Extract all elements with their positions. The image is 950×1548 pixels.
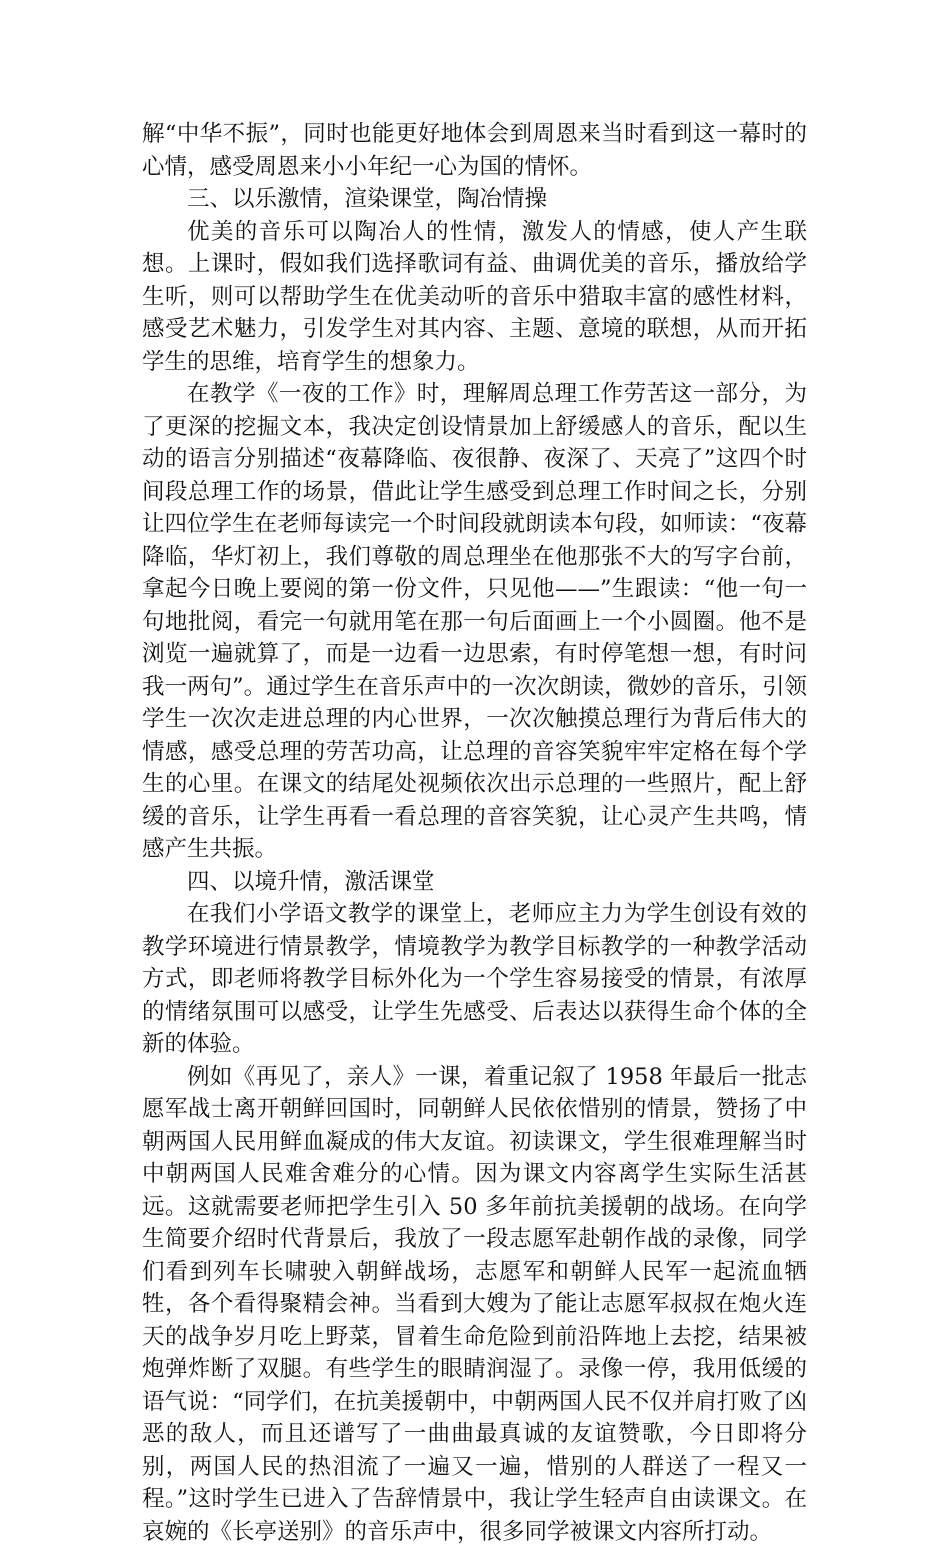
paragraph-one-night-work: 在教学《一夜的工作》时，理解周总理工作劳苦这一部分，为了更深的挖掘文本，我决定创设情景加上舒缓感人的音乐，配以生动的语言分别描述“夜幕降临、夜很静、夜深了、天亮了”这四个时间段总理工作的场景，借此让学生感受到总理工作时间之长，分别让四位学生在老师每读完一个时间段就朗读本句段，如师读：“夜幕降临，华灯初上，我们尊敬的周总理坐在他那张不大的写字台前，拿起今日晚上要阅的第一份文件，只见他——”生跟读：“他一句一句地批阅，看完一句就用笔在那一句后面画上一个小圆圈。他不是浏览一遍就算了，而是一边看一边思索，有时停笔想一想，有时问我一两句”。通过学生在音乐声中的一次次朗读，微妙的音乐，引领学生一次次走进总理的内心世界，一次次触摸总理行为背后伟大的情感，感受总理的劳苦功高，让总理的音容笑貌牢牢定格在每个学生的心里。在课文的结尾处视频依次出示总理的一些照片，配上舒缓的音乐，让学生再看一看总理的音容笑貌，让心灵产生共鸣，情感产生共振。 [142, 378, 807, 866]
section-heading-4: 四、以境升情，激活课堂 [142, 866, 807, 899]
section-heading-3: 三、以乐激情，渲染课堂，陶冶情操 [142, 183, 807, 216]
paragraph-goodbye-relatives: 例如《再见了，亲人》一课，着重记叙了 1958 年最后一批志愿军战士离开朝鲜回国时，同朝鲜人民依依惜别的情景，赞扬了中朝两国人民用鲜血凝成的伟大友谊。初读课文，学生很难理解当时中朝两国人民难舍难分的心情。因为课文内容离学生实际生活甚远。这就需要老师把学生引入 50 多年前抗美援朝的战场。在向学生简要介绍时代背景后，我放了一段志愿军赴朝作战的录像，同学们看到列车长啸驶入朝鲜战场，志愿军和朝鲜人民军一起流血牺牲，各个看得聚精会神。当看到大嫂为了能让志愿军叔叔在炮火连天的战争岁月吃上野菜，冒着生命危险到前沿阵地上去挖，结果被炮弹炸断了双腿。有些学生的眼睛润湿了。录像一停，我用低缓的语气说：“同学们，在抗美援朝中，中朝两国人民不仅并肩打败了凶恶的敌人，而且还谱写了一曲曲最真诚的友谊赞歌，今日即将分别，两国人民的热泪流了一遍又一遍，惜别的人群送了一程又一程。”这时学生已进入了告辞情景中，我让学生轻声自由读课文。在哀婉的《长亭送别》的音乐声中，很多同学被课文内容所打动。 [142, 1061, 807, 1548]
paragraph-situation-teaching: 在我们小学语文教学的课堂上，老师应主力为学生创设有效的教学环境进行情景教学，情境教学为教学目标教学的一种教学活动方式，即老师将教学目标外化为一个学生容易接受的情景，有浓厚的情绪氛围可以感受，让学生先感受、后表达以获得生命个体的全新的体验。 [142, 898, 807, 1061]
paragraph-continuation: 解“中华不振”，同时也能更好地体会到周恩来当时看到这一幕时的心情，感受周恩来小小年纪一心为国的情怀。 [142, 118, 807, 183]
document-page [142, 118, 807, 1548]
paragraph-music-intro: 优美的音乐可以陶冶人的性情，激发人的情感，使人产生联想。上课时，假如我们选择歌词有益、曲调优美的音乐，播放给学生听，则可以帮助学生在优美动听的音乐中猎取丰富的感性材料，感受艺术魅力，引发学生对其内容、主题、意境的联想，从而开拓学生的思维，培育学生的想象力。 [142, 216, 807, 379]
